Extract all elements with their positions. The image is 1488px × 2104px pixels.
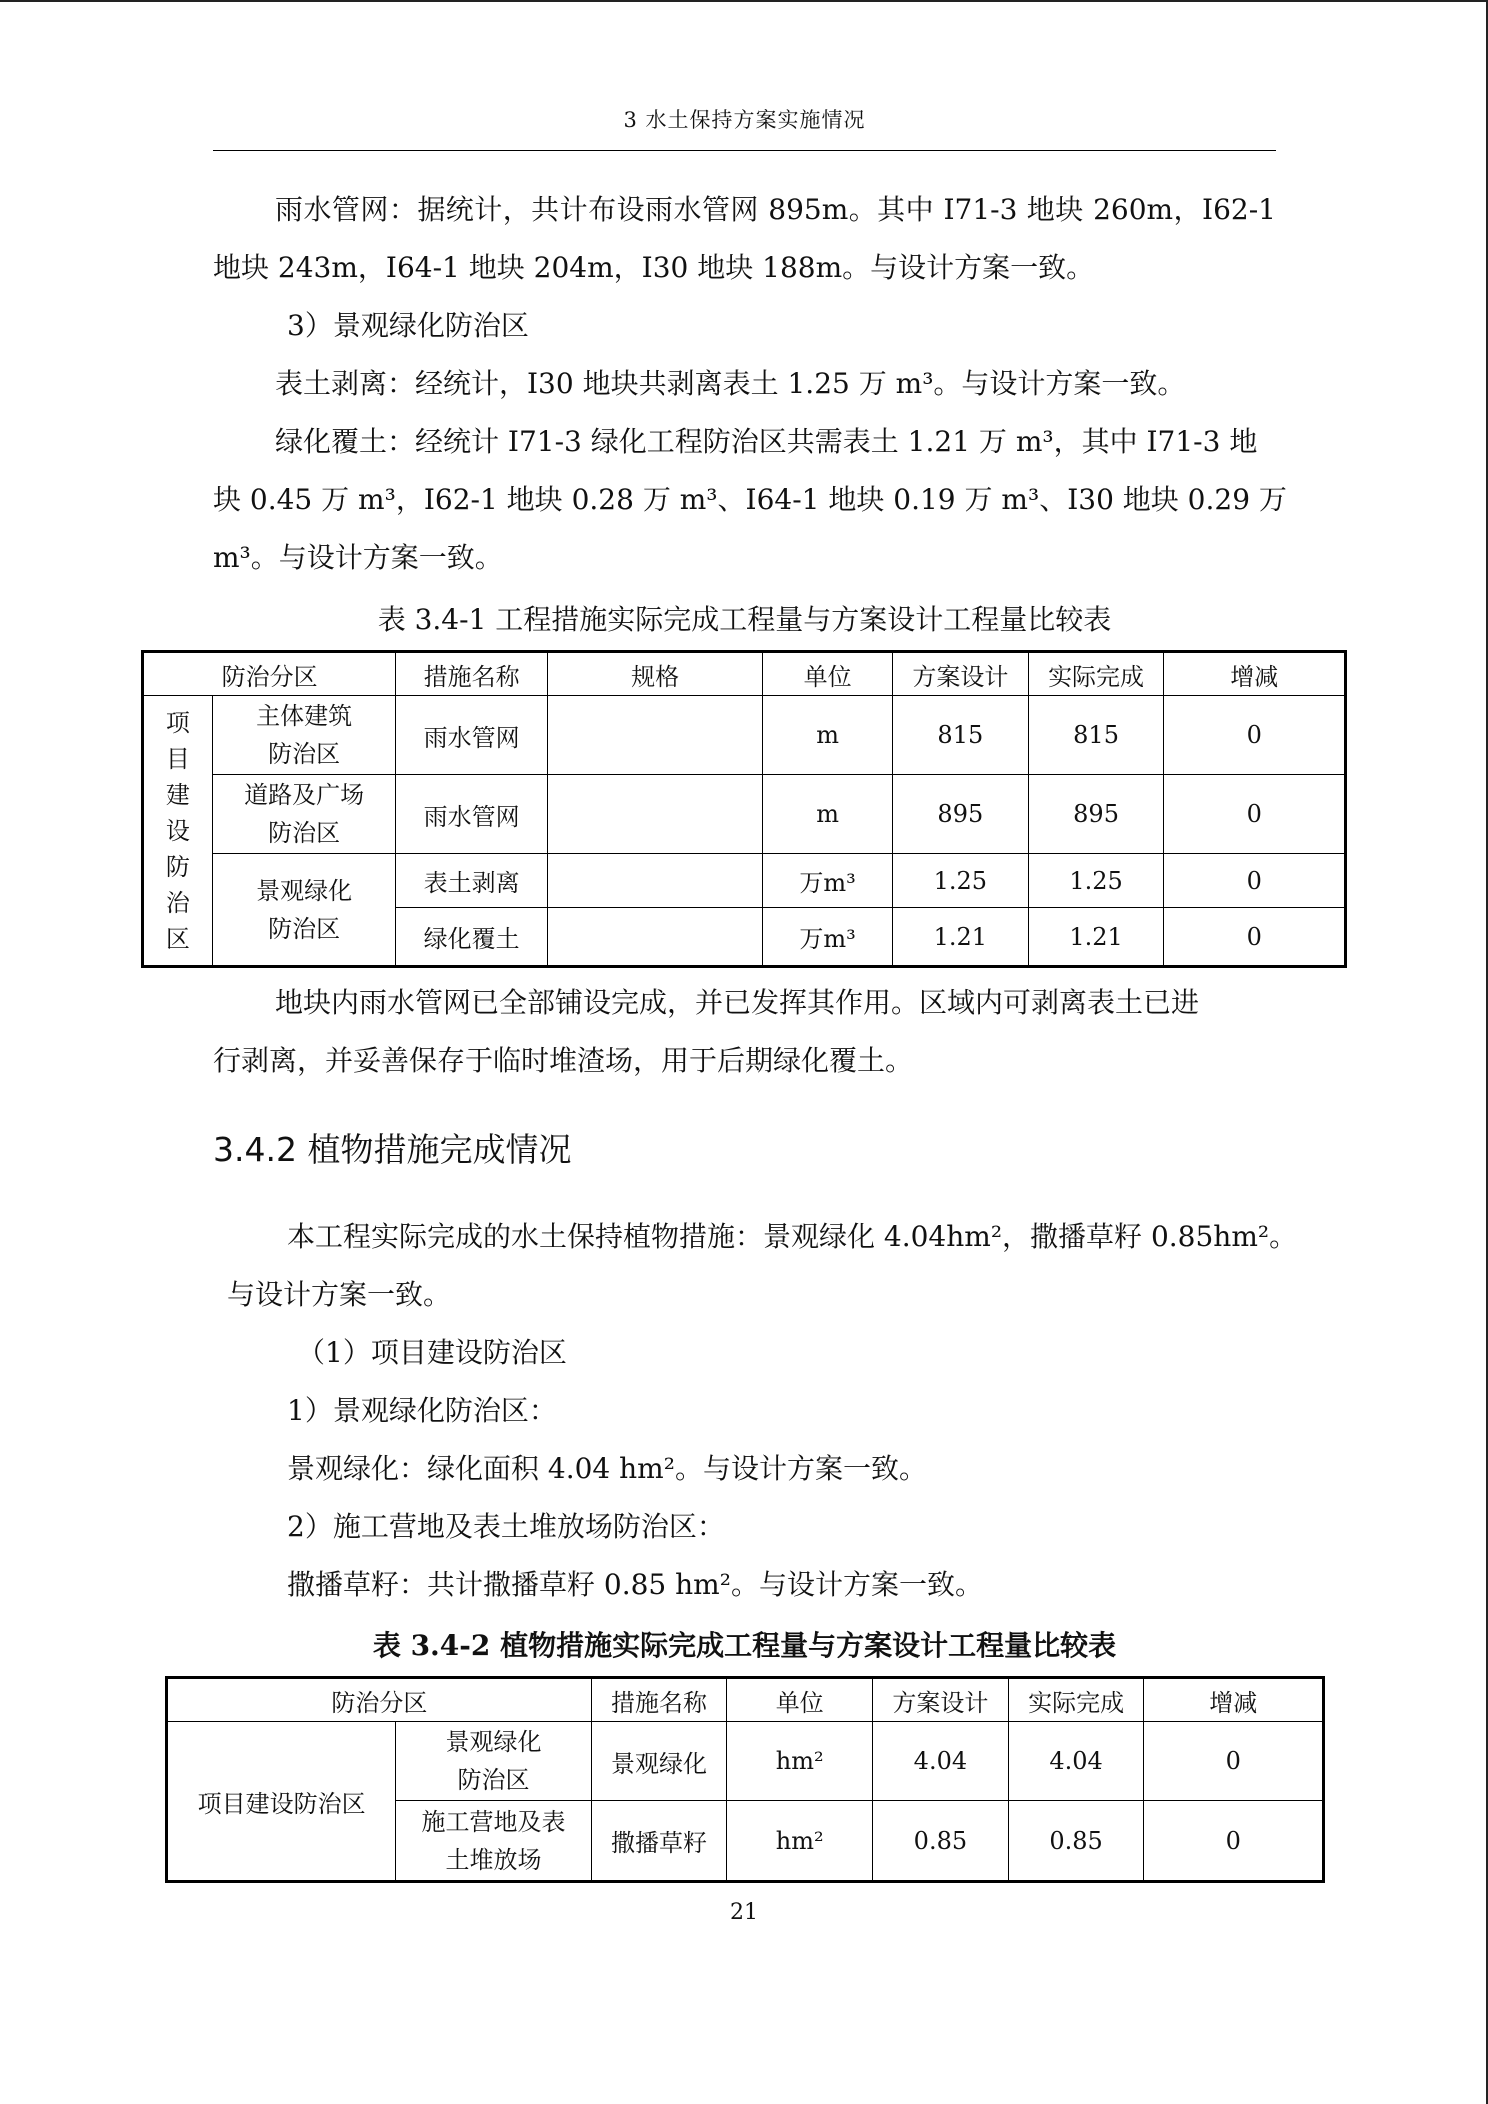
spec-cell xyxy=(547,696,762,775)
actual-cell: 815 xyxy=(1028,696,1164,775)
zone-cell: 景观绿化 防治区 xyxy=(212,854,395,967)
paragraph-summary-1: 地块内雨水管网已全部铺设完成，并已发挥其作用。区域内可剥离表土已进 xyxy=(275,986,1200,1019)
paragraph-grass-seeding: 撒播草籽：共计撒播草籽 0.85 hm²。与设计方案一致。 xyxy=(287,1568,983,1601)
unit-cell: m xyxy=(763,696,893,775)
zone-cell: 道路及广场 防治区 xyxy=(212,775,395,854)
change-cell: 0 xyxy=(1164,854,1346,908)
design-cell: 4.04 xyxy=(873,1722,1009,1801)
th-actual: 实际完成 xyxy=(1028,652,1164,696)
measure-cell: 雨水管网 xyxy=(396,775,548,854)
actual-cell: 0.85 xyxy=(1008,1801,1144,1882)
subheading-camp-zone: 2）施工营地及表土堆放场防治区： xyxy=(287,1510,725,1543)
paragraph-landscape-area: 景观绿化：绿化面积 4.04 hm²。与设计方案一致。 xyxy=(287,1452,927,1485)
table2-caption: 表 3.4-2 植物措施实际完成工程量与方案设计工程量比较表 xyxy=(372,1629,1117,1662)
actual-cell: 1.25 xyxy=(1028,854,1164,908)
design-cell: 1.21 xyxy=(892,908,1028,967)
subheading-project-zone: （1）项目建设防治区 xyxy=(297,1336,567,1369)
actual-cell: 1.21 xyxy=(1028,908,1164,967)
th-spec: 规格 xyxy=(547,652,762,696)
table-header-row xyxy=(167,1678,1324,1722)
measure-cell: 绿化覆土 xyxy=(396,908,548,967)
section-title: 3.4.2 植物措施完成情况 xyxy=(213,1130,572,1169)
unit-cell: 万m³ xyxy=(763,854,893,908)
zone-cell: 景观绿化 防治区 xyxy=(396,1722,591,1801)
running-header: 3 水土保持方案实施情况 xyxy=(623,108,866,132)
table-row xyxy=(143,775,1346,854)
measure-cell: 撒播草籽 xyxy=(591,1801,727,1882)
measure-cell: 雨水管网 xyxy=(396,696,548,775)
paragraph-plant-measures-1: 本工程实际完成的水土保持植物措施：景观绿化 4.04hm²，撒播草籽 0.85hm²。 xyxy=(287,1220,1298,1253)
zone-cell: 主体建筑 防治区 xyxy=(212,696,395,775)
th-actual: 实际完成 xyxy=(1008,1678,1144,1722)
table-header-row xyxy=(143,652,1346,696)
table-row xyxy=(143,696,1346,775)
th-design: 方案设计 xyxy=(892,652,1028,696)
spec-cell xyxy=(547,854,762,908)
unit-cell: m xyxy=(763,775,893,854)
zone-cell: 施工营地及表 土堆放场 xyxy=(396,1801,591,1882)
paragraph-plant-measures-2: 与设计方案一致。 xyxy=(227,1278,452,1311)
paragraph-greening-soil-2: 块 0.45 万 m³，I62-1 地块 0.28 万 m³、I64-1 地块 0.19 万 m³、I30 地块 0.29 万 xyxy=(213,483,1287,516)
th-unit: 单位 xyxy=(727,1678,873,1722)
paragraph-greening-soil-3: m³。与设计方案一致。 xyxy=(213,541,503,574)
change-cell: 0 xyxy=(1164,696,1346,775)
unit-cell: 万m³ xyxy=(763,908,893,967)
subheading-landscape-zone: 3）景观绿化防治区 xyxy=(287,309,529,342)
paragraph-summary-2: 行剥离，并妥善保存于临时堆渣场，用于后期绿化覆土。 xyxy=(213,1044,914,1077)
spec-cell xyxy=(547,908,762,967)
page-number: 21 xyxy=(730,1900,758,1925)
header-rule xyxy=(213,150,1276,151)
measure-cell: 景观绿化 xyxy=(591,1722,727,1801)
paragraph-greening-soil-1: 绿化覆土：经统计 I71-3 绿化工程防治区共需表土 1.21 万 m³，其中 I71-3 地 xyxy=(275,425,1258,458)
unit-cell: hm² xyxy=(727,1801,873,1882)
actual-cell: 895 xyxy=(1028,775,1164,854)
measure-cell: 表土剥离 xyxy=(396,854,548,908)
th-zone: 防治分区 xyxy=(143,652,396,696)
th-measure: 措施名称 xyxy=(396,652,548,696)
design-cell: 0.85 xyxy=(873,1801,1009,1882)
th-design: 方案设计 xyxy=(873,1678,1009,1722)
actual-cell: 4.04 xyxy=(1008,1722,1144,1801)
th-zone: 防治分区 xyxy=(167,1678,592,1722)
page-border-top xyxy=(0,0,1488,2)
th-change: 增减 xyxy=(1144,1678,1324,1722)
table-row xyxy=(167,1722,1324,1801)
group-cell-project-zone: 项 目 建 设 防 治 区 xyxy=(143,696,213,967)
th-unit: 单位 xyxy=(763,652,893,696)
design-cell: 1.25 xyxy=(892,854,1028,908)
th-change: 增减 xyxy=(1164,652,1346,696)
spec-cell xyxy=(547,775,762,854)
design-cell: 815 xyxy=(892,696,1028,775)
table-row xyxy=(143,854,1346,908)
change-cell: 0 xyxy=(1164,908,1346,967)
subheading-landscape-zone-2: 1）景观绿化防治区： xyxy=(287,1394,557,1427)
change-cell: 0 xyxy=(1144,1801,1324,1882)
table1-caption: 表 3.4-1 工程措施实际完成工程量与方案设计工程量比较表 xyxy=(377,603,1112,636)
engineering-measures-table xyxy=(141,650,1347,968)
change-cell: 0 xyxy=(1164,775,1346,854)
design-cell: 895 xyxy=(892,775,1028,854)
paragraph-topsoil-stripping: 表土剥离：经统计，I30 地块共剥离表土 1.25 万 m³。与设计方案一致。 xyxy=(275,367,1186,400)
change-cell: 0 xyxy=(1144,1722,1324,1801)
unit-cell: hm² xyxy=(727,1722,873,1801)
plant-measures-table xyxy=(165,1676,1325,1883)
paragraph-rain-pipe: 雨水管网：据统计，共计布设雨水管网 895m。其中 I71-3 地块 260m，I62-1 地块 243m，I64-1 地块 204m，I30 地块 188m。与设计方案一致。 xyxy=(213,193,1276,284)
th-measure: 措施名称 xyxy=(591,1678,727,1722)
group-cell-project-zone: 项目建设防治区 xyxy=(167,1722,396,1882)
